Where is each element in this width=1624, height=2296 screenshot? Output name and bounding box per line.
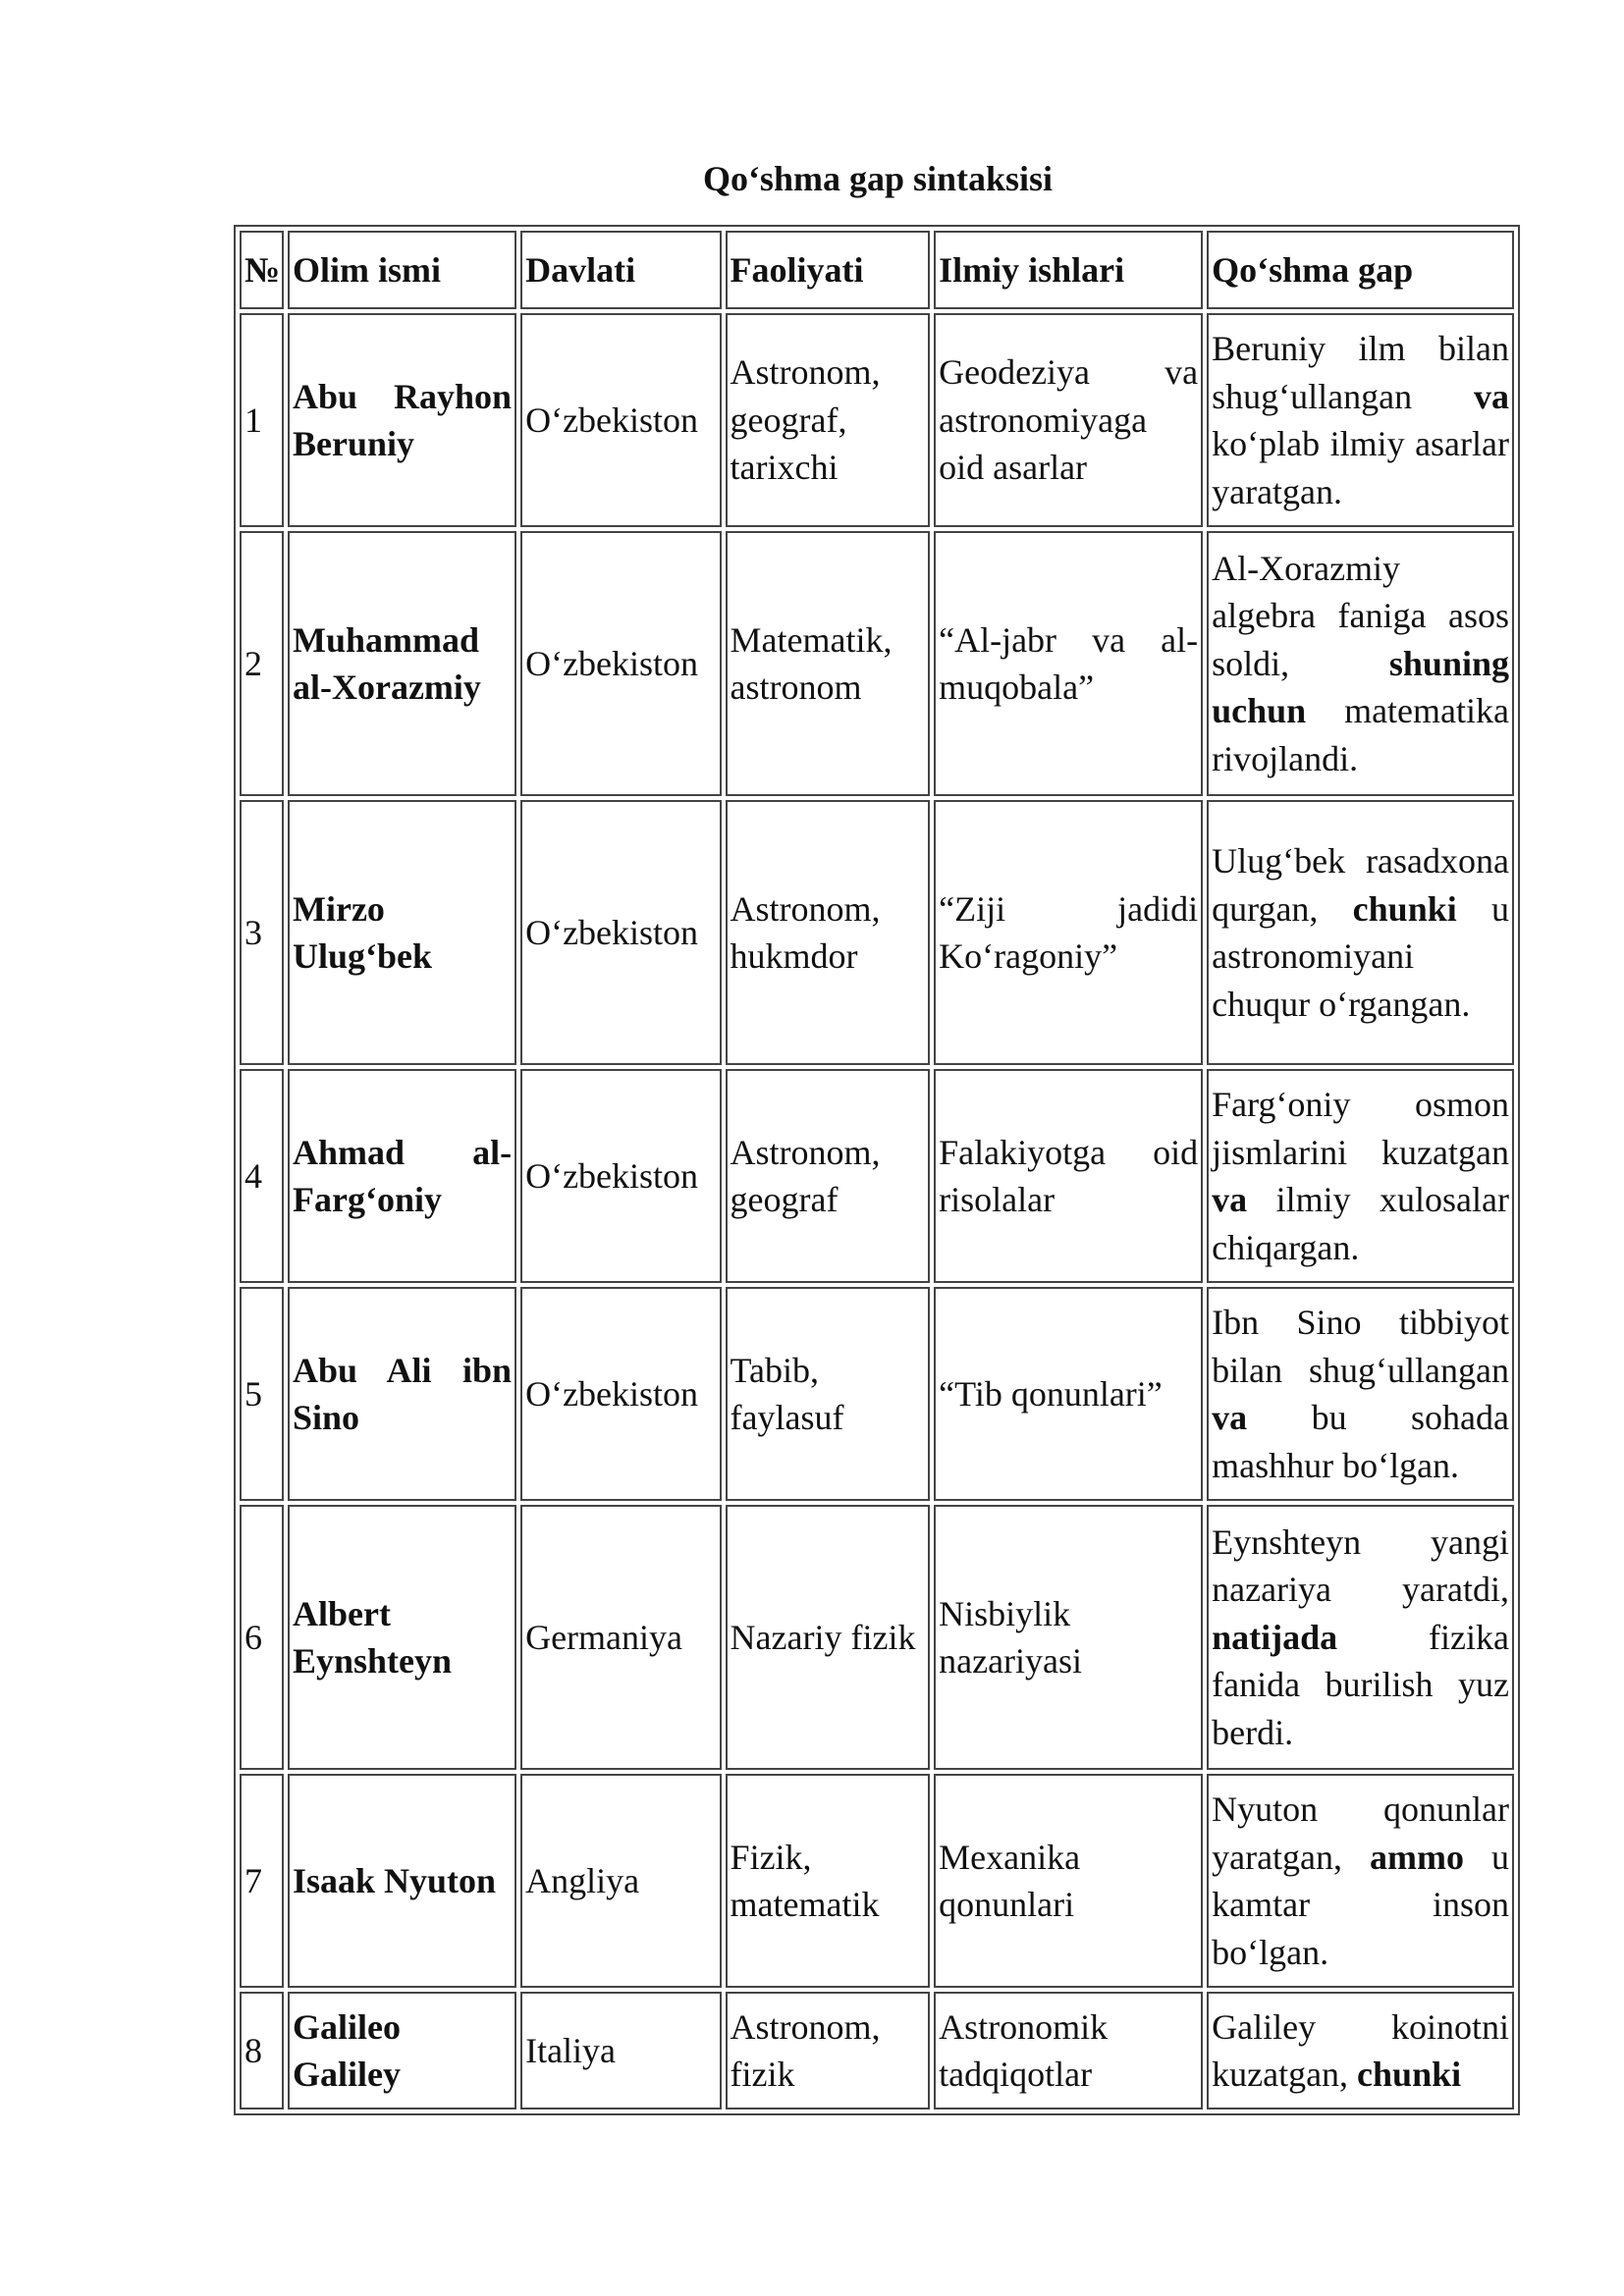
- sentence-text: Farg‘oniy osmon jismlarini kuzatgan: [1212, 1085, 1509, 1172]
- table-row: [240, 800, 1514, 1065]
- column-header-works: Ilmiy ishlari: [934, 231, 1203, 309]
- scientist-name: Ahmad al-Farg‘oniy: [288, 1069, 516, 1283]
- conjunction-keyword: shuning uchun: [1212, 643, 1509, 731]
- conjunction-keyword: va: [1212, 1398, 1248, 1437]
- page-title: Qo‘shma gap sintaksisi: [702, 159, 1054, 198]
- activity-cell: Matematik, astronom: [726, 531, 931, 796]
- row-number: 4: [240, 1069, 284, 1283]
- sentence-text: fizika fanida burilish yuz berdi.: [1212, 1617, 1509, 1752]
- table-header-row: [240, 231, 1514, 309]
- sentence-text: ko‘plab ilmiy asarlar yaratgan.: [1212, 424, 1509, 511]
- row-number: 8: [240, 1992, 284, 2109]
- country-cell: O‘zbekiston: [520, 1069, 721, 1283]
- sentence-text: Al-Xorazmiy algebra faniga asos soldi,: [1212, 548, 1509, 683]
- scientist-name: Galileo Galiley: [288, 1992, 516, 2109]
- activity-cell: Astronom, geograf, tarixchi: [726, 313, 931, 527]
- table-row: [240, 1774, 1514, 1988]
- country-cell: Italiya: [520, 1992, 721, 2109]
- sentence-cell: [1207, 1774, 1514, 1988]
- row-number: 1: [240, 313, 284, 527]
- sentence-text: matematika rivojlandi.: [1212, 691, 1509, 778]
- conjunction-keyword: chunki: [1357, 2055, 1462, 2094]
- sentence-text: Ulug‘bek rasadxona qurgan,: [1212, 841, 1509, 929]
- sentence-cell: [1207, 313, 1514, 527]
- works-cell: Astronomik tadqiqotlar: [934, 1992, 1203, 2109]
- activity-cell: Fizik, matematik: [726, 1774, 931, 1988]
- conjunction-keyword: va: [1474, 376, 1509, 416]
- country-cell: Angliya: [520, 1774, 721, 1988]
- conjunction-keyword: natijada: [1212, 1617, 1338, 1657]
- sentence-text: ilmiy xulosalar chiqargan.: [1212, 1180, 1509, 1267]
- column-header-sentence: Qo‘shma gap: [1207, 231, 1514, 309]
- scientist-name: Isaak Nyuton: [288, 1774, 516, 1988]
- works-cell: Falakiyotga oid risolalar: [934, 1069, 1203, 1283]
- sentence-cell: [1207, 531, 1514, 796]
- table-row: [240, 1287, 1514, 1501]
- conjunction-keyword: va: [1212, 1180, 1248, 1219]
- country-cell: O‘zbekiston: [520, 531, 721, 796]
- country-cell: O‘zbekiston: [520, 1287, 721, 1501]
- sentence-text: u kamtar inson bo‘lgan.: [1212, 1837, 1509, 1972]
- column-header-activity: Faoliyati: [726, 231, 931, 309]
- sentence-text: Ibn Sino tibbiyot bilan shug‘ullangan: [1212, 1303, 1509, 1390]
- activity-cell: Astronom, geograf: [726, 1069, 931, 1283]
- conjunction-keyword: chunki: [1352, 888, 1457, 929]
- row-number: 2: [240, 531, 284, 796]
- sentence-text: bu sohada mashhur bo‘lgan.: [1212, 1398, 1509, 1485]
- sentence-text: Nyuton qonunlar yaratgan,: [1212, 1789, 1509, 1877]
- sentence-text: Eynshteyn yangi nazariya yaratdi,: [1212, 1522, 1509, 1610]
- sentence-text: u astronomiyani chuqur o‘rgangan.: [1212, 888, 1509, 1024]
- scientist-name: Albert Eynshteyn: [288, 1505, 516, 1770]
- row-number: 3: [240, 800, 284, 1065]
- table-row: [240, 531, 1514, 796]
- country-cell: O‘zbekiston: [520, 313, 721, 527]
- sentence-cell: [1207, 1992, 1514, 2109]
- sentence-text: Beruniy ilm bilan shug‘ullangan: [1212, 329, 1509, 416]
- column-header-name: Olim ismi: [288, 231, 516, 309]
- conjunction-keyword: ammo: [1370, 1837, 1465, 1877]
- table-row: [240, 1069, 1514, 1283]
- sentence-cell: [1207, 800, 1514, 1065]
- row-number: 7: [240, 1774, 284, 1988]
- table-row: [240, 1505, 1514, 1770]
- row-number: 5: [240, 1287, 284, 1501]
- column-header-number: №: [240, 231, 284, 309]
- activity-cell: Astronom, hukmdor: [726, 800, 931, 1065]
- works-cell: Nisbiylik nazariyasi: [934, 1505, 1203, 1770]
- activity-cell: Tabib, faylasuf: [726, 1287, 931, 1501]
- scientist-name: Abu Ali ibn Sino: [288, 1287, 516, 1501]
- sentence-text: Galiley koinotni kuzatgan,: [1212, 2006, 1509, 2094]
- scientists-table: [234, 225, 1520, 2115]
- works-cell: “Tib qonunlari”: [934, 1287, 1203, 1501]
- column-header-country: Davlati: [520, 231, 721, 309]
- scientist-name: Abu Rayhon Beruniy: [288, 313, 516, 527]
- activity-cell: Astronom, fizik: [726, 1992, 931, 2109]
- country-cell: Germaniya: [520, 1505, 721, 1770]
- country-cell: O‘zbekiston: [520, 800, 721, 1065]
- works-cell: “Ziji jadidi Ko‘ragoniy”: [934, 800, 1203, 1065]
- table-row: [240, 313, 1514, 527]
- sentence-cell: [1207, 1287, 1514, 1501]
- sentence-cell: [1207, 1505, 1514, 1770]
- scientist-name: Mirzo Ulug‘bek: [288, 800, 516, 1065]
- row-number: 6: [240, 1505, 284, 1770]
- sentence-cell: [1207, 1069, 1514, 1283]
- scientist-name: Muhammad al-Xorazmiy: [288, 531, 516, 796]
- works-cell: “Al-jabr va al-muqobala”: [934, 531, 1203, 796]
- table-row: [240, 1992, 1514, 2109]
- works-cell: Mexanika qonunlari: [934, 1774, 1203, 1988]
- activity-cell: Nazariy fizik: [726, 1505, 931, 1770]
- works-cell: Geodeziya va astronomiyaga oid asarlar: [934, 313, 1203, 527]
